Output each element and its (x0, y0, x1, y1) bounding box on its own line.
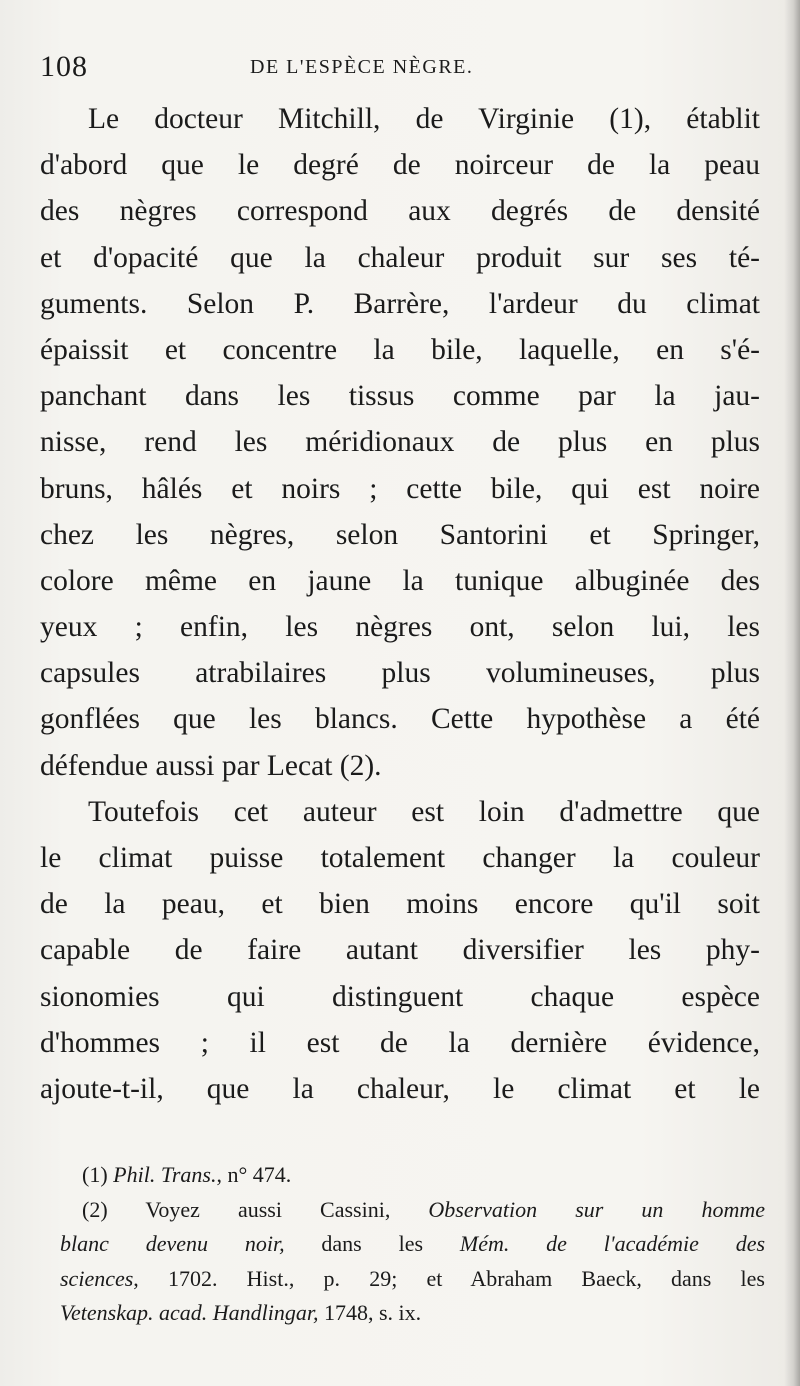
footnote-2-line-1 (60, 1193, 765, 1228)
footnote-marker: (1) (82, 1162, 108, 1187)
text-line: de la peau, et bien moins encore qu'il soit (40, 888, 760, 921)
page-number: 108 (40, 50, 88, 83)
text-line: Le docteur Mitchill, de Virginie (1), établit (88, 103, 760, 135)
paragraph-2 (40, 789, 760, 1112)
footnote-text: Voyez aussi Cassini, (145, 1196, 391, 1222)
footnote-title: sciences (60, 1265, 134, 1291)
text-line: capsules atrabilaires plus volumineuses, plus (40, 657, 760, 690)
footnote-title: blanc devenu noir, (60, 1231, 285, 1256)
text-line: des nègres correspond aux degrés de densité (40, 195, 760, 228)
text-line: panchant dans les tissus comme par la jau- (40, 380, 760, 413)
footnote-text: 1748, s. ix. (323, 1300, 422, 1325)
text-line: gonflées que les blancs. Cette hypothèse a été (40, 703, 760, 736)
page-header (40, 50, 760, 90)
footnote-text: dans les (321, 1231, 424, 1256)
footnote-title: Mém. de l'académie des (459, 1231, 766, 1256)
text-line: bruns, hâlés et noirs ; cette bile, qui est noire (40, 472, 760, 505)
text-line: d'abord que le degré de noirceur de la peau (40, 149, 760, 182)
page-edge-shadow (784, 0, 800, 1386)
text-line: le climat puisse totalement changer la couleur (40, 842, 760, 874)
footnote-title: Vetenskap. acad. Handlingar, (60, 1300, 319, 1325)
footnote-2-line-4 (60, 1296, 765, 1331)
text-line: défendue aussi par Lecat (2). (40, 749, 382, 782)
text-line: capable de faire autant diversifier les phy- (40, 934, 760, 967)
text-line: nisse, rend les méridionaux de plus en plus (40, 426, 760, 459)
footnote-title: Phil. Trans. (113, 1162, 217, 1187)
paragraph-1 (40, 96, 760, 789)
running-head: DE L'ESPÈCE NÈGRE. (250, 56, 474, 78)
text-line: sionomies qui distinguent chaque espèce (40, 980, 760, 1013)
footnotes (60, 1158, 765, 1331)
footnote-title: Observation sur un homme (428, 1196, 765, 1222)
footnote-text: , n° 474. (216, 1162, 292, 1187)
text-line: colore même en jaune la tunique albuginée des (40, 564, 760, 597)
footnote-2-line-2 (60, 1227, 765, 1262)
text-line: guments. Selon P. Barrère, l'ardeur du climat (40, 287, 760, 320)
footnote-2-line-3 (60, 1262, 765, 1297)
text-line: chez les nègres, selon Santorini et Springer, (40, 518, 760, 551)
footnote-1 (60, 1158, 765, 1193)
footnote-marker: (2) (82, 1196, 108, 1222)
text-line: Toutefois cet auteur est loin d'admettre que (88, 795, 760, 828)
text-line: et d'opacité que la chaleur produit sur ses té- (40, 241, 760, 274)
text-line: épaissit et concentre la bile, laquelle, en s'é- (40, 333, 760, 366)
text-line: ajoute-t-il, que la chaleur, le climat et le (40, 1072, 760, 1105)
footnote-text: , 1702. Hist., p. 29; et Abraham Baeck, dans les (133, 1265, 765, 1291)
text-line: d'hommes ; il est de la dernière évidence, (40, 1026, 760, 1059)
text-line: yeux ; enfin, les nègres ont, selon lui, les (40, 611, 760, 644)
body-text (40, 96, 760, 1112)
